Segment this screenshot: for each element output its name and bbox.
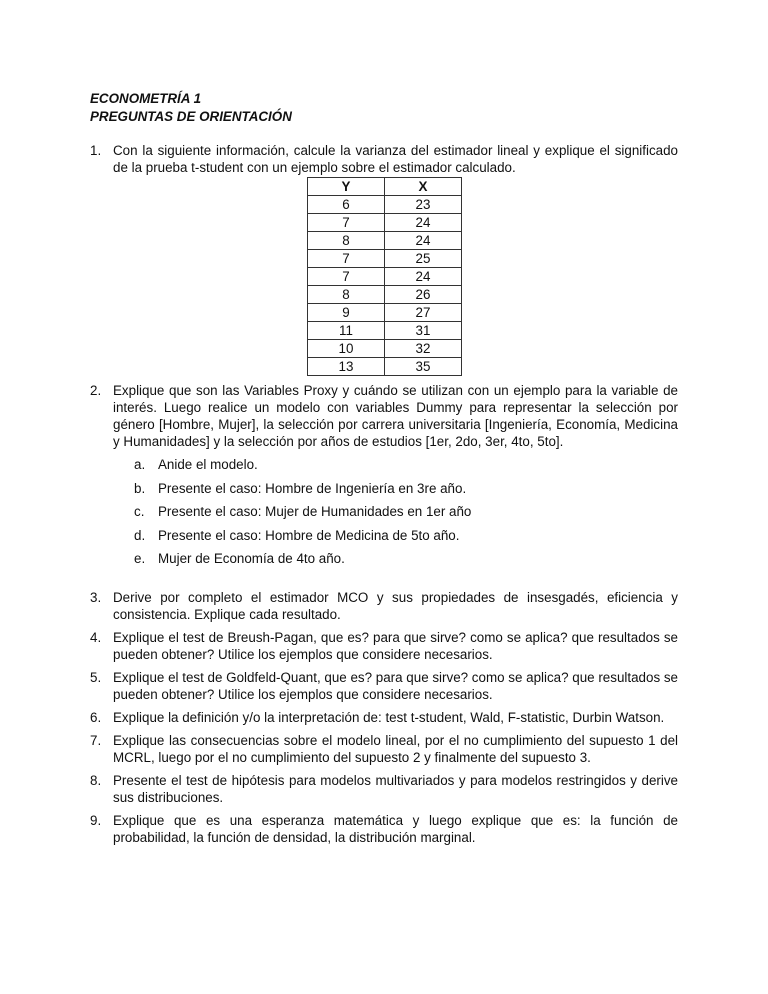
table-row [308, 286, 462, 304]
table-row [308, 340, 462, 358]
question-list [90, 142, 678, 846]
table-row [308, 304, 462, 322]
sub-item-list [113, 456, 678, 567]
sub-item-text: Presente el caso: Hombre de Ingeniería en 3re año. [158, 480, 467, 496]
question-2 [90, 382, 678, 567]
sub-item-d [113, 527, 678, 544]
question-3 [90, 589, 678, 623]
cell-x: 24 [385, 214, 462, 232]
cell-x: 27 [385, 304, 462, 322]
table-row [308, 322, 462, 340]
cell-x: 24 [385, 268, 462, 286]
question-text: Presente el test de hipótesis para modelos multivariados y para modelos restringidos y derive sus distribuciones. [113, 773, 678, 805]
sub-item-e [113, 550, 678, 567]
table-row [308, 268, 462, 286]
question-8 [90, 772, 678, 806]
sub-item-letter: a. [134, 457, 146, 472]
cell-y: 7 [308, 250, 385, 268]
cell-x: 31 [385, 322, 462, 340]
document-page [90, 90, 678, 852]
sub-item-text: Anide el modelo. [158, 457, 258, 472]
sub-item-letter: c. [134, 504, 145, 519]
sub-item-letter: d. [134, 527, 146, 543]
question-text: Explique que es una esperanza matemática y luego explique que es: la función de probabilidad, la función de densidad, la distribución marginal. [113, 813, 678, 845]
question-number: 4. [90, 630, 102, 645]
question-4 [90, 629, 678, 663]
sub-item-text: Mujer de Economía de 4to año. [158, 551, 345, 566]
cell-y: 6 [308, 196, 385, 214]
cell-y: 8 [308, 286, 385, 304]
cell-y: 11 [308, 322, 385, 340]
sub-item-c [113, 503, 678, 520]
cell-x: 32 [385, 340, 462, 358]
cell-x: 35 [385, 358, 462, 376]
sub-item-text: Presente el caso: Mujer de Humanidades en 1er año [158, 504, 472, 519]
document-title: ECONOMETRÍA 1 [90, 91, 202, 106]
table-row [308, 232, 462, 250]
table-row [308, 358, 462, 376]
question-number: 2. [90, 383, 102, 398]
cell-y: 9 [308, 304, 385, 322]
question-number: 1. [90, 143, 102, 158]
cell-x: 26 [385, 286, 462, 304]
cell-x: 24 [385, 232, 462, 250]
question-6 [90, 709, 678, 726]
sub-item-letter: b. [134, 480, 146, 496]
table-row [308, 214, 462, 232]
sub-item-text: Presente el caso: Hombre de Medicina de 5to año. [158, 527, 460, 543]
question-number: 7. [90, 733, 102, 748]
cell-y: 7 [308, 268, 385, 286]
data-table [307, 177, 462, 376]
question-text: Explique el test de Breush-Pagan, que es? para que sirve? como se aplica? que resultados se pueden obtener? Utilice los ejemplos que considere necesarios. [113, 630, 678, 662]
cell-y: 8 [308, 232, 385, 250]
question-number: 8. [90, 773, 102, 788]
question-9 [90, 812, 678, 846]
question-text: Derive por completo el estimador MCO y sus propiedades de insesgadés, eficiencia y consistencia. Explique cada resultado. [113, 590, 678, 622]
sub-item-letter: e. [134, 551, 146, 566]
cell-x: 25 [385, 250, 462, 268]
column-header-y: Y [308, 178, 385, 196]
question-7 [90, 732, 678, 766]
question-number: 6. [90, 710, 102, 725]
question-text: Explique el test de Goldfeld-Quant, que es? para que sirve? como se aplica? que resultados se pueden obtener? Utilice los ejemplos que considere necesarios. [113, 670, 678, 702]
question-5 [90, 669, 678, 703]
sub-item-a [113, 456, 678, 473]
question-text: Explique la definición y/o la interpretación de: test t-student, Wald, F-statistic, Durbin Watson. [113, 710, 665, 725]
question-number: 3. [90, 590, 102, 605]
cell-x: 23 [385, 196, 462, 214]
question-text: Con la siguiente información, calcule la varianza del estimador lineal y explique el significado de la prueba t-student con un ejemplo sobre el estimador calculado. [113, 143, 678, 175]
question-number: 5. [90, 670, 102, 685]
cell-y: 10 [308, 340, 385, 358]
cell-y: 7 [308, 214, 385, 232]
question-number: 9. [90, 813, 102, 828]
table-row [308, 250, 462, 268]
sub-item-b [113, 480, 678, 497]
question-1 [90, 142, 678, 376]
column-header-x: X [385, 178, 462, 196]
cell-y: 13 [308, 358, 385, 376]
question-text: Explique las consecuencias sobre el modelo lineal, por el no cumplimiento del supuesto 1 del MCRL, luego por el no cumplimiento del supuesto 2 y finalmente del supuesto 3. [113, 733, 678, 765]
document-subtitle: PREGUNTAS DE ORIENTACIÓN [90, 109, 292, 124]
question-text: Explique que son las Variables Proxy y cuándo se utilizan con un ejemplo para la variable de interés. Luego realice un modelo con variables Dummy para representar la selección por género [Hombre, Mujer], la selección por carrera universitaria [Ingeniería, Economía, Medicina y Humanidades] y la selección por años de estudios [1er, 2do, 3er, 4to, 5to]. [113, 383, 678, 449]
table-row [308, 196, 462, 214]
